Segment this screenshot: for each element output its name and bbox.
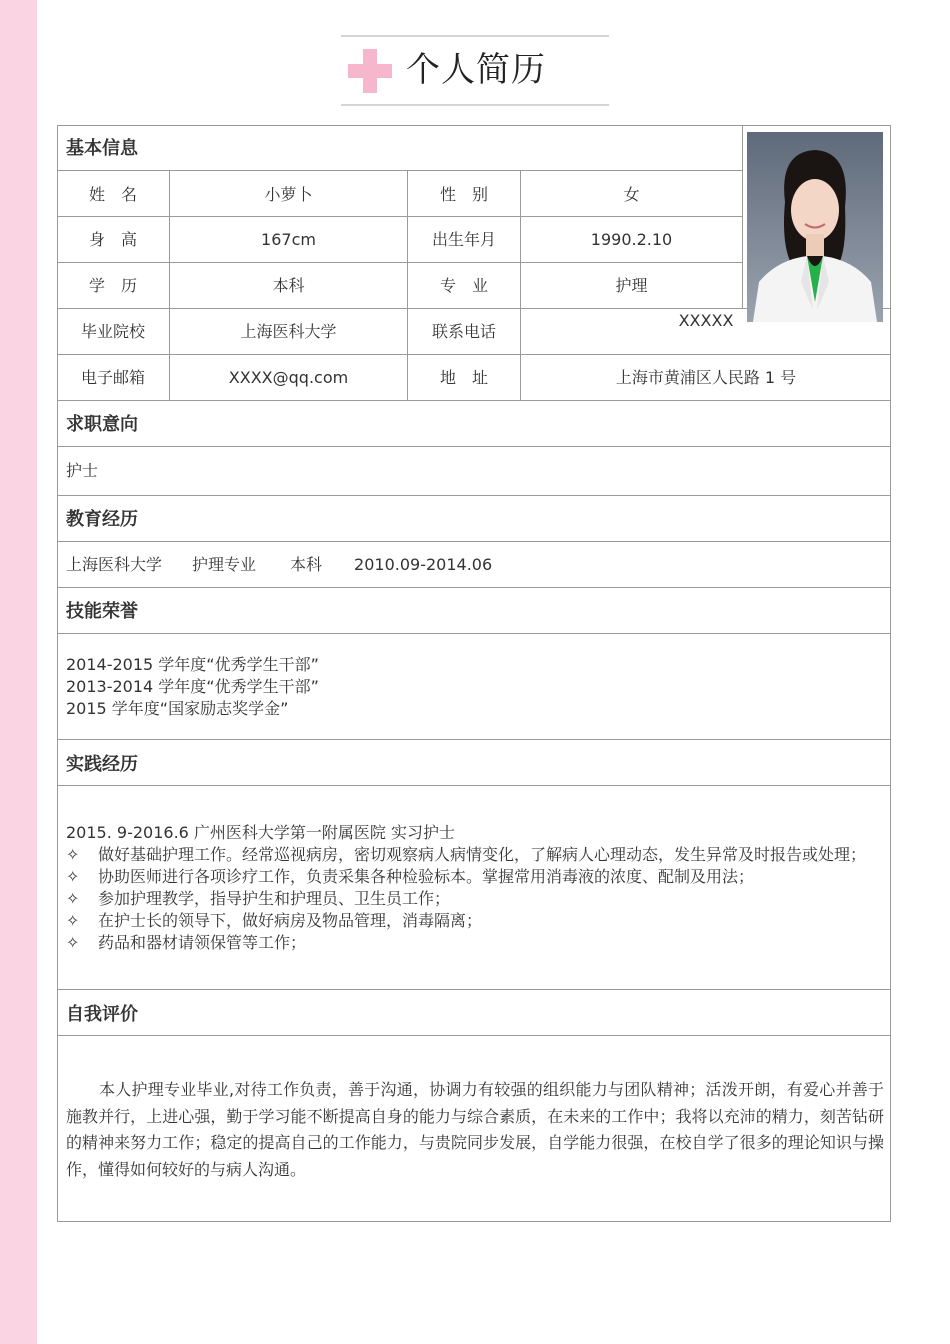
name-label: 姓 名 <box>88 185 137 204</box>
section-title-practice: 实践经历 <box>66 754 138 775</box>
section-title-skills: 技能荣誉 <box>66 601 138 622</box>
education-period: 2010.09-2014.06 <box>354 555 493 574</box>
section-title-basic: 基本信息 <box>66 138 138 159</box>
skill-item: 2014-2015 学年度“优秀学生干部” <box>66 655 319 674</box>
birth-value: 1990.2.10 <box>590 230 673 249</box>
school-label: 毕业院校 <box>80 322 145 341</box>
side-stripe <box>0 0 37 1344</box>
section-title-intent: 求职意向 <box>66 414 138 435</box>
self-evaluation-text: 本人护理专业毕业,对待工作负责，善于沟通，协调力有较强的组织能力与团队精神；活泼开朗，有爱心并善于施教并行，上进心强，勤于学习能不断提高自身的能力与综合素质，在未来的工作中；我将以充沛的精力，刻苦钻研的精神来努力工作；稳定的提高自己的工作能力，与贵院同步发展，自学能力很强，在校自学了很多的理论知识与操作，懂得如何较好的与病人沟通。 <box>66 1080 884 1179</box>
school-value: 上海医科大学 <box>240 322 337 341</box>
education-major: 护理专业 <box>192 555 257 574</box>
diamond-bullet-icon: ✧ <box>66 889 80 908</box>
diamond-bullet-icon: ✧ <box>66 867 80 886</box>
address-value: 上海市黄浦区人民路 1 号 <box>615 368 797 387</box>
gender-value: 女 <box>623 185 640 204</box>
intent-text: 护士 <box>66 461 99 480</box>
section-title-self: 自我评价 <box>66 1004 138 1025</box>
birth-label: 出生年月 <box>431 230 496 249</box>
education-row <box>66 554 492 576</box>
list-item: ✧ 在护士长的领导下，做好病房及物品管理，消毒隔离； <box>66 911 483 930</box>
page-title: 个人简历 <box>406 50 546 90</box>
height-label: 身 高 <box>88 230 137 249</box>
diamond-bullet-icon: ✧ <box>66 845 80 864</box>
title-block <box>341 35 609 106</box>
gender-label: 性 别 <box>439 185 488 204</box>
education-school: 上海医科大学 <box>66 555 163 574</box>
phone-label: 联系电话 <box>431 322 496 341</box>
practice-heading: 2015. 9-2016.6 广州医科大学第一附属医院 实习护士 <box>66 823 456 842</box>
height-value: 167cm <box>261 230 316 249</box>
diamond-bullet-icon: ✧ <box>66 933 80 952</box>
phone-value: XXXXX <box>678 311 734 330</box>
skill-item: 2013-2014 学年度“优秀学生干部” <box>66 677 319 696</box>
list-item: ✧ 药品和器材请领保管等工作； <box>66 933 307 952</box>
edu-label: 学 历 <box>88 276 137 295</box>
email-value: XXXX@qq.com <box>228 368 349 387</box>
edu-value: 本科 <box>272 276 305 295</box>
email-label: 电子邮箱 <box>80 368 145 387</box>
medical-cross-icon <box>348 49 392 93</box>
address-label: 地 址 <box>439 368 488 387</box>
list-item: ✧ 做好基础护理工作。经常巡视病房，密切观察病人病情变化，了解病人心理动态，发生异常及时报告或处理； <box>66 845 867 864</box>
major-value: 护理 <box>615 276 648 295</box>
diamond-bullet-icon: ✧ <box>66 911 80 930</box>
practice-list <box>66 844 866 954</box>
name-value: 小萝卜 <box>264 185 313 204</box>
major-label: 专 业 <box>439 276 488 295</box>
section-title-education: 教育经历 <box>66 509 138 530</box>
skill-item: 2015 学年度“国家励志奖学金” <box>66 699 289 718</box>
education-degree: 本科 <box>290 555 323 574</box>
profile-photo <box>747 132 883 322</box>
list-item: ✧ 参加护理教学，指导护生和护理员、卫生员工作； <box>66 889 451 908</box>
list-item: ✧ 协助医师进行各项诊疗工作，负责采集各种检验标本。掌握常用消毒液的浓度、配制及用法； <box>66 867 755 886</box>
